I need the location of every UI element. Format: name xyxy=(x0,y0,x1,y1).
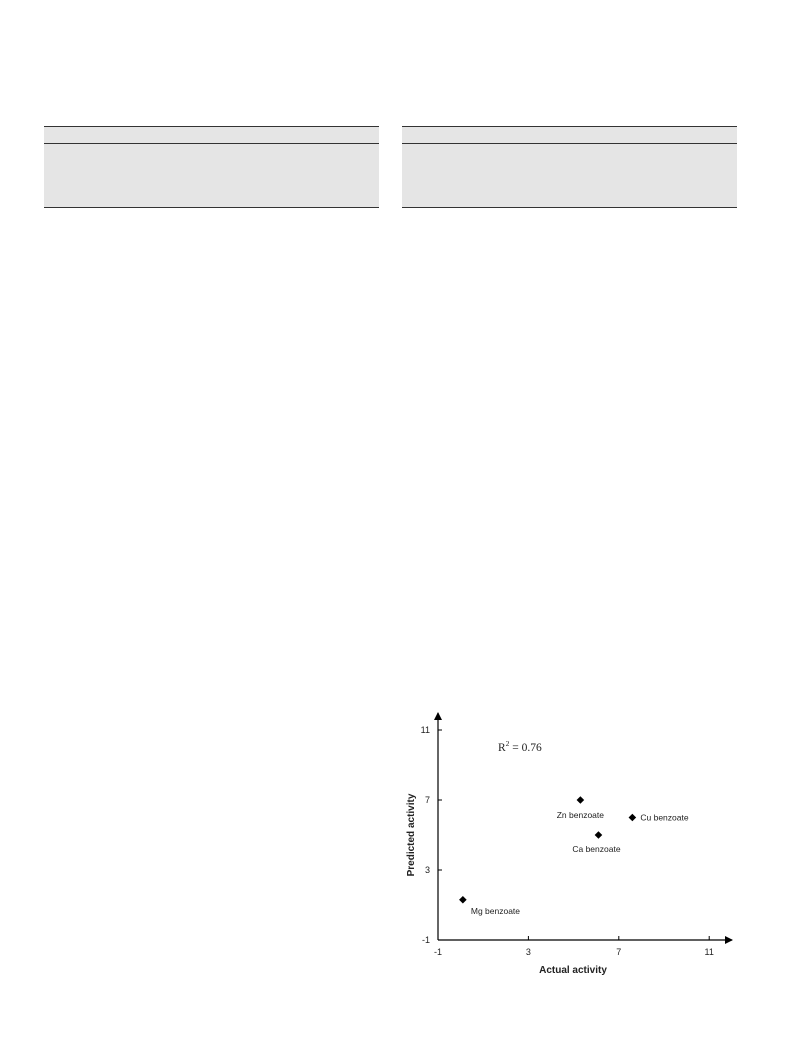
y-tick-label: -1 xyxy=(421,935,430,945)
table-header-rule xyxy=(44,143,379,144)
data-point-label: Mg benzoate xyxy=(470,905,521,916)
data-point-label: Cu benzoate xyxy=(640,812,689,823)
table-left xyxy=(44,126,379,208)
table-header-rule xyxy=(402,143,737,144)
data-point xyxy=(595,831,603,839)
y-tick-label: 11 xyxy=(420,725,430,735)
data-point-label: Zn benzoate xyxy=(556,810,605,820)
x-tick-label: 3 xyxy=(525,947,531,957)
x-axis-title: Actual activity xyxy=(539,965,607,976)
y-tick-label: 3 xyxy=(424,865,430,875)
table-right xyxy=(402,126,737,208)
y-tick-label: 7 xyxy=(424,795,430,805)
r-squared-annotation xyxy=(498,739,542,754)
x-tick-label: 11 xyxy=(704,947,714,957)
scatter-chart xyxy=(400,705,740,990)
x-tick-label: 7 xyxy=(616,947,622,957)
y-axis-title: Predicted activity xyxy=(406,793,417,877)
r2-value: = 0.76 xyxy=(509,742,542,754)
data-point-label: Ca benzoate xyxy=(572,844,621,854)
data-point xyxy=(577,796,585,804)
x-tick-label: -1 xyxy=(433,947,443,957)
r2-label: R xyxy=(498,742,506,754)
data-point xyxy=(459,896,467,904)
r2-exponent: 2 xyxy=(505,739,510,748)
data-point xyxy=(629,814,637,822)
